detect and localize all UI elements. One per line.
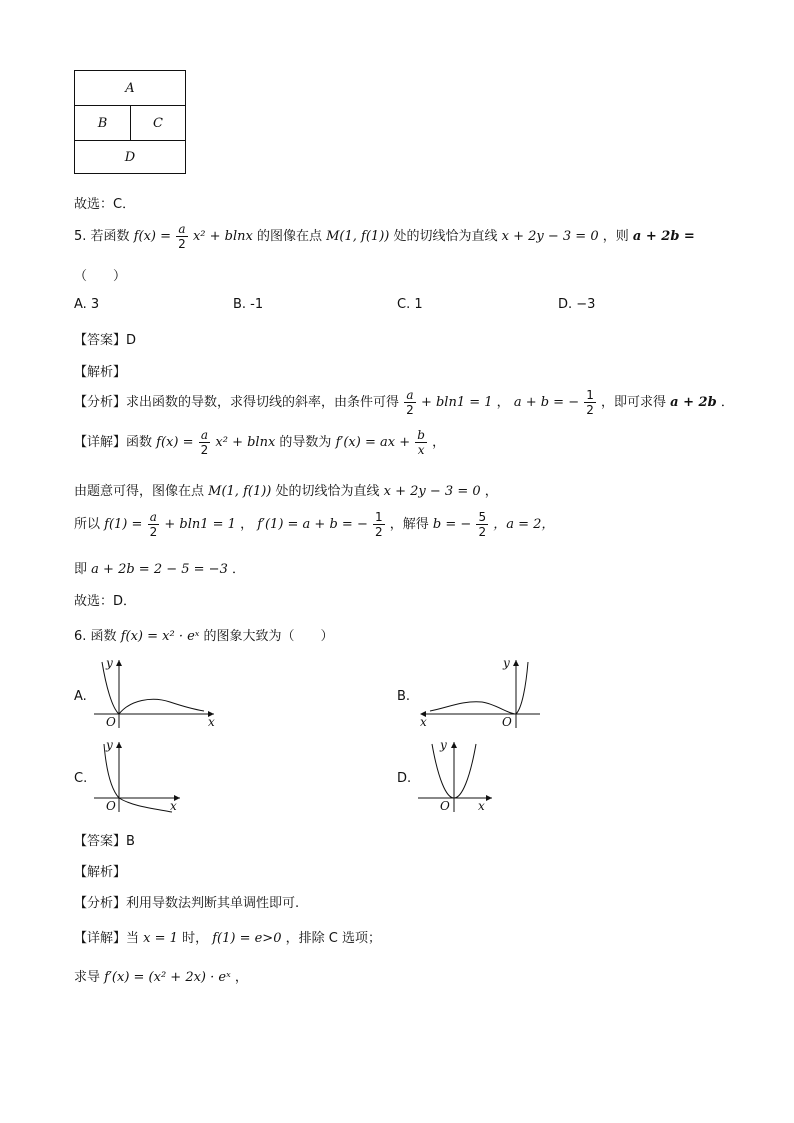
text: 【详解】当 [74,931,140,946]
text: 所以 [74,517,101,532]
q6-fx: f(x) = x² · eˣ [120,629,200,644]
axis-y-label: y [440,738,447,752]
origin-label: O [502,715,512,729]
target: a + 2b [670,395,717,410]
expr: a + b = − [513,395,580,410]
expr: x² + blnx [215,435,276,450]
sep: ， [496,395,510,410]
fraction: $\frac{5}{2}$ [478,510,487,539]
q5-option-d: D. −3 [558,297,596,312]
q6-label-d: D. [397,771,412,786]
q5-conclusion: 故选：D． [74,594,137,609]
graph-option-a [92,656,222,730]
q6-label-c: C. [74,771,88,786]
q5-answer: 【答案】D [74,333,137,348]
q5-line2 [74,480,498,499]
expr: f(x) = [156,435,194,450]
q5-mid2: 处的切线恰为直线 [393,229,498,244]
text: 即 [74,562,88,577]
q6-xiangjie [74,927,381,946]
q5-analysis-head: 【解析】 [74,365,127,380]
cell-c: C [153,116,163,131]
fraction: $\frac{a}{2}$ [406,388,414,417]
q5-line3 [74,510,554,540]
expr: + bln1 = 1 [164,517,236,532]
graph-option-b [416,656,546,730]
sep: ， [240,517,254,532]
cell-d: D [124,149,136,165]
q6-deriv [74,966,248,985]
fraction: $\frac{1}{2}$ [374,510,383,539]
graph-option-d [416,738,506,814]
q6-label-b: B. [397,689,411,704]
expr: b = − [432,517,472,532]
axis-x-label: x [208,715,215,729]
q5-line4 [74,558,245,577]
expr: f′(x) = ax + [335,435,411,450]
q5-point: M(1, f(1)) [326,229,390,244]
q6-number: 6. [74,629,87,644]
graph-option-c [92,738,187,814]
origin-label: O [440,799,450,813]
partition-table [74,70,186,174]
axis-x-label: x [420,715,427,729]
q6-answer: 【答案】B [74,834,135,849]
q5-mid: 的图像在点 [256,229,322,244]
fraction: $\frac{a}{2}$ [200,428,209,457]
axis-y-label: y [503,656,510,670]
text: 时， [182,931,209,946]
axis-x-label: x [478,799,485,813]
fraction: $\frac{b}{x}$ [417,428,425,457]
axis-x-label: x [170,799,177,813]
cell-b: B [97,116,108,131]
q5-option-c: C. 1 [397,297,423,312]
expr: + bln1 = 1 [420,395,493,410]
q5-paren: （ ） [74,269,127,284]
q5-stem [74,222,695,252]
cell-a: A [125,80,135,96]
fenxi-text: 【分析】求出函数的导数，求得切线的斜率，由条件可得 [74,395,400,410]
text: ，解得 [389,517,429,532]
expr: f′(1) = a + b = − [257,517,368,532]
text: 由题意可得，图像在点 [74,484,205,499]
expr: ，a = 2， [493,517,555,532]
q6-lead: 函数 [90,629,117,644]
q6-stem [74,625,334,644]
q5-option-a: A. 3 [74,297,100,312]
point: M(1, f(1)) [208,484,272,499]
xiangjie-text: 【详解】函数 [74,435,153,450]
origin-label: O [106,799,116,813]
xiangjie-text: 的导数为 [279,435,332,450]
q6-analysis-head: 【解析】 [74,865,127,880]
q5-option-b: B. -1 [233,297,264,312]
axis-y-label: y [106,738,113,752]
origin-label: O [106,715,116,729]
q5-line: x + 2y − 3 = 0 [501,229,599,244]
q5-number: 5. [74,229,87,244]
q4-conclusion: 故选：C． [74,197,136,212]
end: ， [484,484,498,499]
expr: a + 2b = 2 − 5 = −3 [91,562,228,577]
text: 处的切线恰为直线 [275,484,380,499]
expr: f(1) = [104,517,143,532]
fenxi-text: ，即可求得 [601,395,667,410]
fraction: $\frac{1}{2}$ [586,388,594,417]
end: ． [720,395,734,410]
q5-xiangjie [74,428,445,458]
q5-tail: ，则 [602,229,629,244]
expr: f′(x) = (x² + 2x) · eˣ [104,970,231,985]
fraction: $\frac{a}{2}$ [178,222,186,251]
end: ， [234,970,248,985]
expr: f(1) = e>0 [212,931,282,946]
q5-fx: f(x) = [133,229,172,244]
q6-tail: 的图象大致为（ ） [203,629,334,644]
fraction: $\frac{a}{2}$ [149,510,158,539]
line-eq: x + 2y − 3 = 0 [383,484,481,499]
end: ， [432,435,446,450]
q6-fenxi: 【分析】利用导数法判断其单调性即可. [74,896,300,911]
text: 求导 [74,970,101,985]
axis-y-label: y [106,656,113,670]
expr: x = 1 [143,931,178,946]
q5-fenxi [74,388,734,418]
q6-label-a: A. [74,689,87,704]
q5-fx-rest: x² + blnx [192,229,253,244]
end: ． [231,562,245,577]
q5-target: a + 2b = [632,229,695,244]
text: ，排除 C 选项； [285,931,381,946]
q5-lead: 若函数 [90,229,130,244]
